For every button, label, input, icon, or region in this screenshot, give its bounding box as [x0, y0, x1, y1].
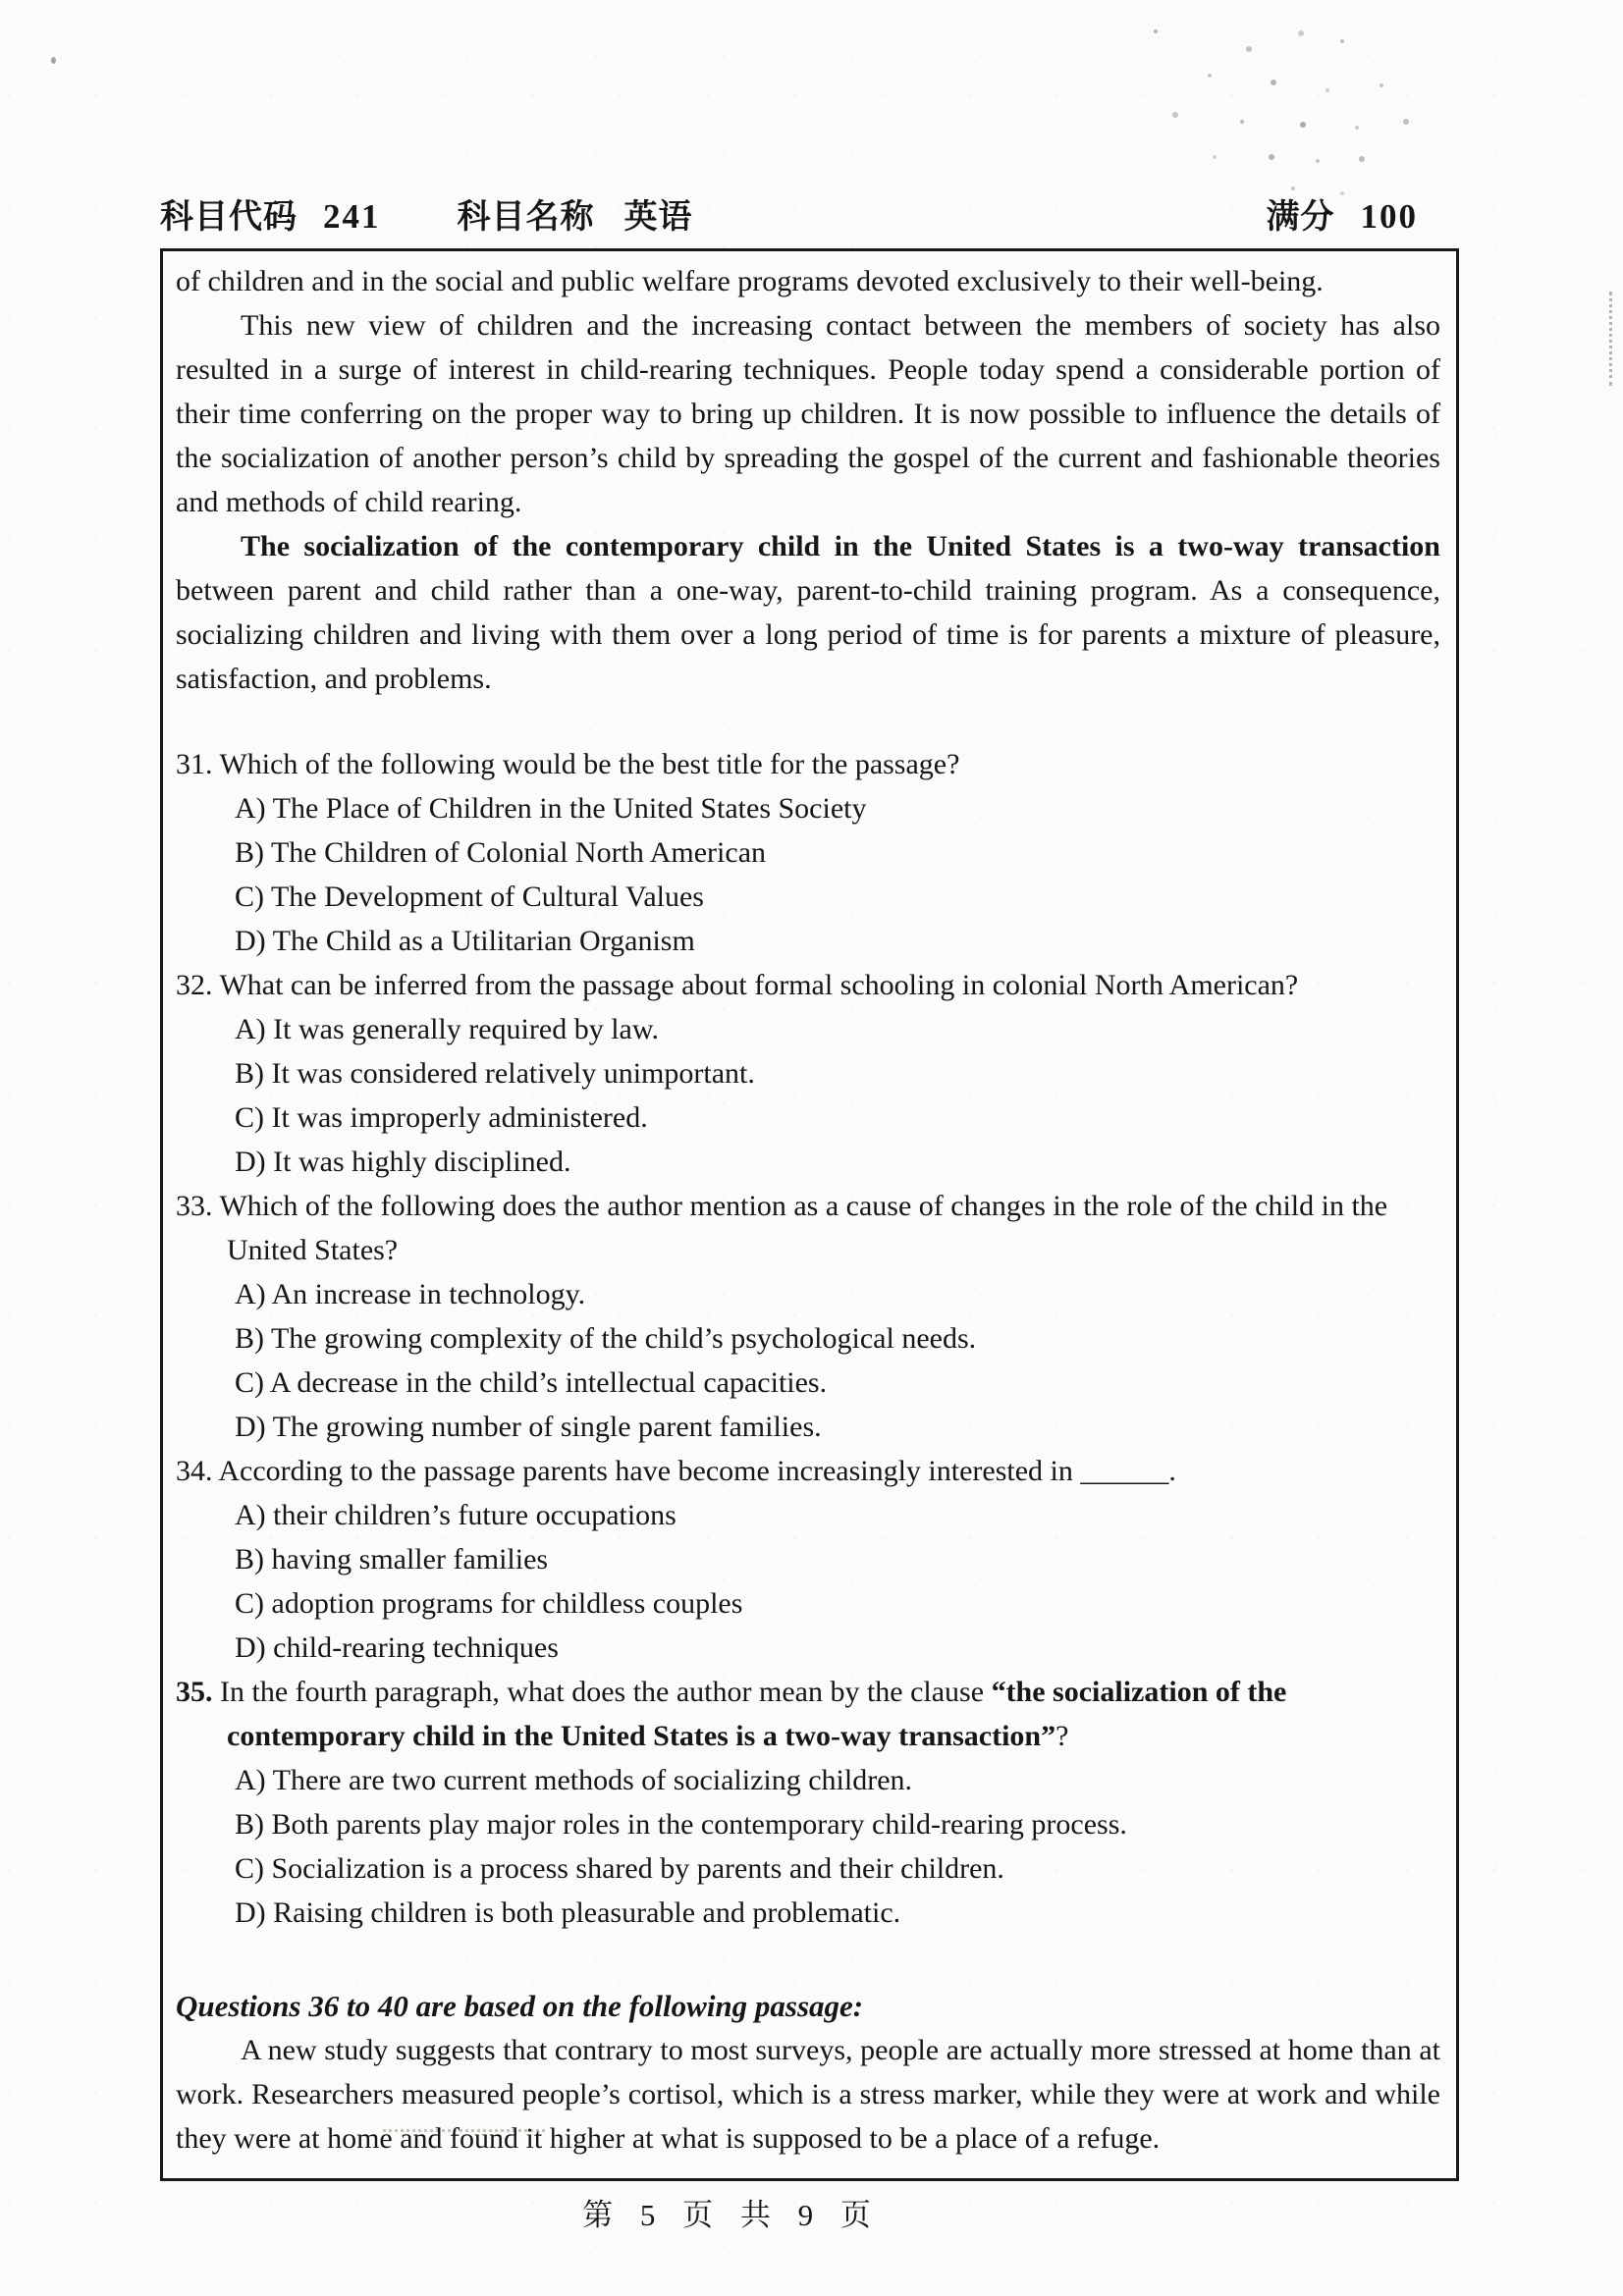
- question-32-number: 32.: [176, 969, 213, 1001]
- subject-name-value: 英语: [623, 199, 693, 236]
- subject-code-label: 科目代码: [160, 199, 298, 236]
- question-35: [176, 1670, 1440, 1935]
- passage1-continuation-line: of children and in the social and public welfare programs devoted exclusively to their well-being.: [176, 265, 1324, 297]
- passage1-paragraph-3: [176, 524, 1440, 701]
- question-31-option-b: B) The Children of Colonial North American: [235, 836, 767, 869]
- question-34-option-a: A) their children’s future occupations: [235, 1499, 676, 1531]
- question-35-option-b: B) Both parents play major roles in the contemporary child-rearing process.: [235, 1808, 1127, 1841]
- question-31-option-a: A) The Place of Children in the United States Society: [235, 792, 867, 825]
- scan-artifact-dot: [51, 57, 56, 64]
- scan-artifact-dash: [1609, 292, 1612, 386]
- exam-header: [160, 189, 1459, 238]
- question-32-option-d: D) It was highly disciplined.: [235, 1146, 571, 1178]
- full-score-info: [1267, 189, 1419, 238]
- question-33-number: 33.: [176, 1190, 213, 1222]
- question-31-number: 31.: [176, 748, 213, 780]
- question-31-stem: Which of the following would be the best title for the passage?: [219, 748, 960, 780]
- question-34-stem: According to the passage parents have become increasingly interested in ______.: [218, 1455, 1176, 1487]
- question-31-text: [176, 742, 1440, 786]
- full-score-label: 满分: [1266, 199, 1335, 236]
- passage1-paragraph-2: This new view of children and the increasing contact between the members of society has also resulted in a surge of interest in child-rearing techniques. People today spend a considerable portion of their time conferring on the proper way to bring up children. It is now possible to influence the details of the socialization of another person’s child by spreading the gospel of the current and fashionable theories and methods of child rearing.: [176, 309, 1440, 518]
- question-32-option-a: A) It was generally required by law.: [235, 1013, 660, 1045]
- question-33-text: [176, 1184, 1440, 1272]
- question-33: [176, 1184, 1440, 1449]
- question-32-text: [176, 963, 1440, 1007]
- passage1-paragraph-3-bold: The socialization of the contemporary child in the United States is a two-way transaction: [241, 530, 1440, 562]
- question-31-option-d: D) The Child as a Utilitarian Organism: [235, 925, 695, 957]
- question-35-stem-suffix: ?: [1055, 1720, 1069, 1752]
- page-number: 第 5 页 共 9 页: [582, 2198, 881, 2232]
- question-34-text: [176, 1449, 1440, 1493]
- subject-name-label: 科目名称: [457, 199, 595, 236]
- exam-content-box: [160, 248, 1459, 2181]
- question-34-option-c: C) adoption programs for childless couples: [235, 1587, 743, 1620]
- question-35-option-d: D) Raising children is both pleasurable and problematic.: [235, 1896, 901, 1929]
- question-35-text: [176, 1670, 1440, 1758]
- question-35-stem-prefix: In the fourth paragraph, what does the author mean by the clause: [220, 1676, 992, 1708]
- question-35-option-c: C) Socialization is a process shared by parents and their children.: [235, 1852, 1004, 1885]
- passage1-paragraph-3-rest: between parent and child rather than a one-way, parent-to-child training program. As a consequence, socializing children and living with them over a long period of time is for parents a mixture of pleasure, satisfaction, and problems.: [176, 574, 1440, 695]
- scan-artifact-smudge: [1154, 29, 1158, 33]
- subject-code-value: 241: [323, 197, 381, 236]
- question-33-option-d: D) The growing number of single parent families.: [235, 1411, 822, 1443]
- question-34-number: 34.: [176, 1455, 213, 1487]
- question-35-option-a: A) There are two current methods of socializing children.: [235, 1764, 913, 1796]
- question-31: [176, 742, 1440, 963]
- question-32-option-b: B) It was considered relatively unimportant.: [235, 1057, 755, 1090]
- question-33-stem: Which of the following does the author mention as a cause of changes in the role of the child in the United States?: [219, 1190, 1388, 1266]
- section2-paragraph: A new study suggests that contrary to most surveys, people are actually more stressed at home than at work. Researchers measured people’s cortisol, which is a stress marker, while they were at work and while they were at home and found it higher at what is supposed to be a place of a refuge.: [176, 2034, 1440, 2155]
- question-35-stem-bold: “the socialization of the contemporary child in the United States is a two-way transaction”: [227, 1676, 1287, 1752]
- question-34: [176, 1449, 1440, 1670]
- subject-info: [160, 189, 693, 238]
- question-34-option-b: B) having smaller families: [235, 1543, 549, 1575]
- question-34-option-d: D) child-rearing techniques: [235, 1631, 559, 1664]
- question-35-number: 35.: [176, 1676, 213, 1708]
- section2-heading: Questions 36 to 40 are based on the following passage:: [176, 1989, 864, 2023]
- question-33-option-a: A) An increase in technology.: [235, 1278, 586, 1310]
- question-32-option-c: C) It was improperly administered.: [235, 1101, 648, 1134]
- question-33-option-c: C) A decrease in the child’s intellectual capacities.: [235, 1366, 828, 1399]
- question-32: [176, 963, 1440, 1184]
- question-31-option-c: C) The Development of Cultural Values: [235, 881, 704, 913]
- question-33-option-b: B) The growing complexity of the child’s psychological needs.: [235, 1322, 977, 1355]
- full-score-value: 100: [1360, 197, 1418, 236]
- question-32-stem: What can be inferred from the passage about formal schooling in colonial North American?: [219, 969, 1299, 1001]
